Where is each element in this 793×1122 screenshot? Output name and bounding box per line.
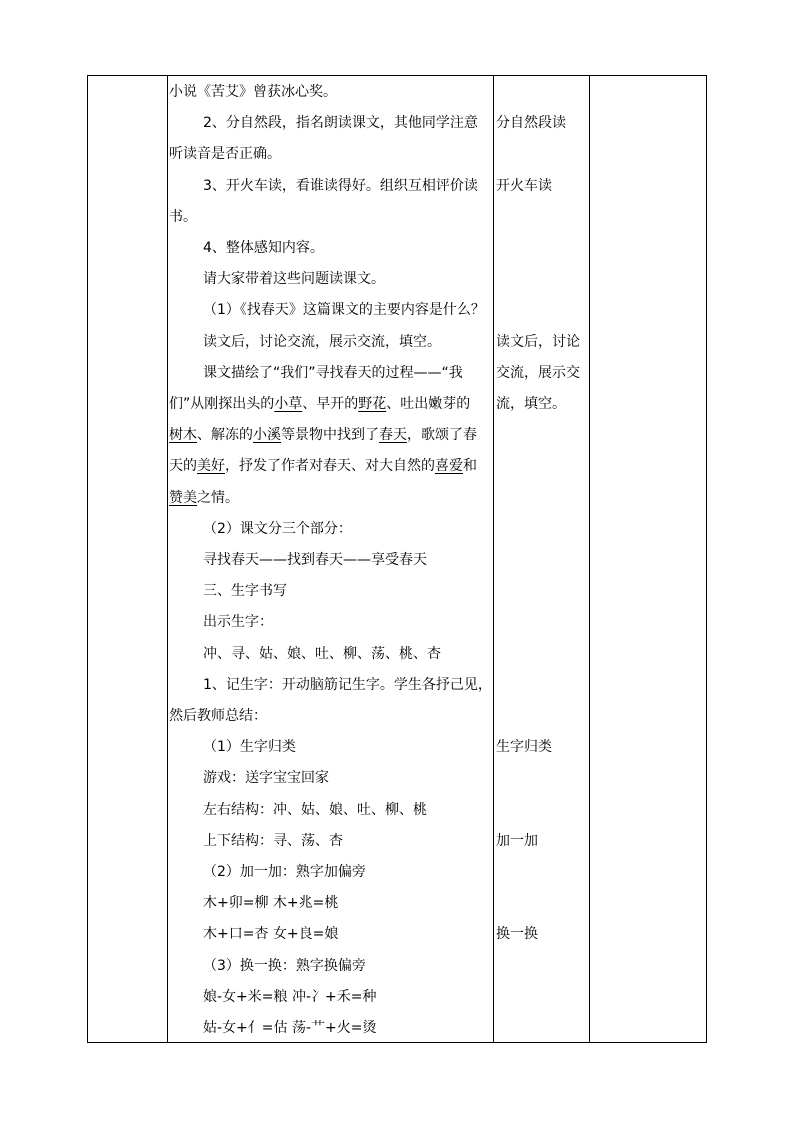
text-run: 冲、寻、姑、娘、吐、柳、荡、桃、杏 bbox=[203, 645, 441, 662]
activity-note: 读文后，讨论 bbox=[496, 333, 580, 350]
text-run: 小说《苦艾》曾获冰心奖。 bbox=[169, 84, 337, 100]
content-line bbox=[203, 112, 478, 134]
text-run: 书。 bbox=[169, 208, 197, 225]
activity-note: 生字归类 bbox=[496, 739, 552, 756]
underlined-keyword: 美好 bbox=[197, 458, 225, 475]
content-line bbox=[203, 299, 485, 321]
underlined-keyword: 小草 bbox=[274, 396, 303, 412]
text-run: （1）《找春天》这篇课文的主要内容是什么？ bbox=[203, 302, 485, 319]
content-line bbox=[169, 143, 281, 165]
text-run: （2）课文分三个部分： bbox=[203, 520, 352, 537]
text-run: 上下结构：寻、荡、杏 bbox=[203, 832, 343, 849]
underlined-keyword: 小溪 bbox=[253, 427, 281, 444]
column-divider bbox=[167, 76, 168, 1042]
underlined-keyword: 野花 bbox=[358, 396, 387, 412]
text-run: 游戏：送字宝宝回家 bbox=[203, 770, 329, 787]
content-line bbox=[203, 331, 441, 353]
text-run: 2、分自然段，指名朗读课文，其他同学注意 bbox=[203, 115, 478, 132]
text-run: 请大家带着这些问题读课文。 bbox=[203, 271, 385, 288]
text-run: 、早开的 bbox=[302, 396, 359, 412]
text-run: 然后教师总结： bbox=[169, 708, 267, 724]
content-line bbox=[203, 736, 296, 758]
text-run: 天的 bbox=[169, 458, 197, 475]
text-run: （1）生字归类 bbox=[203, 739, 296, 756]
activity-note: 加一加 bbox=[496, 832, 538, 849]
content-line bbox=[203, 955, 366, 977]
content-line bbox=[203, 830, 343, 852]
content-line bbox=[169, 455, 477, 477]
content-line bbox=[203, 1017, 376, 1039]
text-run: ，抒发了作者对春天、对大自然的 bbox=[225, 458, 435, 475]
content-line bbox=[169, 487, 239, 509]
content-line bbox=[203, 611, 273, 633]
text-run: ，歌颂了春 bbox=[407, 427, 477, 444]
content-line bbox=[169, 393, 470, 415]
column-divider bbox=[493, 76, 494, 1042]
content-line bbox=[203, 362, 463, 384]
content-line bbox=[203, 643, 441, 665]
text-run: 左右结构：冲、姑、娘、吐、柳、桃 bbox=[203, 801, 427, 818]
content-line bbox=[169, 424, 477, 446]
text-run: 等景物中找到了 bbox=[281, 427, 379, 444]
underlined-keyword: 春天 bbox=[379, 427, 407, 444]
lesson-plan-table bbox=[87, 75, 707, 1043]
activity-note: 流，填空。 bbox=[496, 396, 566, 412]
content-line bbox=[203, 767, 329, 789]
underlined-keyword: 喜爱 bbox=[435, 458, 463, 475]
text-run: （2）加一加：熟字加偏旁 bbox=[203, 864, 366, 880]
text-run: 木+卯=柳 木+兆=桃 bbox=[203, 895, 339, 912]
text-run: 们”从刚探出头的 bbox=[169, 396, 275, 412]
content-line bbox=[203, 799, 427, 821]
content-line bbox=[169, 81, 337, 103]
content-line bbox=[203, 674, 492, 696]
text-run: 听读音是否正确。 bbox=[169, 146, 281, 163]
activity-note: 换一换 bbox=[496, 926, 538, 943]
text-run: 寻找春天——找到春天——享受春天 bbox=[203, 552, 427, 568]
text-run: 三、生字书写 bbox=[203, 583, 287, 600]
content-line bbox=[203, 268, 385, 290]
content-line bbox=[203, 549, 427, 571]
content-line bbox=[169, 206, 197, 228]
activity-note: 交流，展示交 bbox=[496, 364, 580, 381]
text-run: 娘-女+米=粮 冲-冫+禾=种 bbox=[203, 988, 377, 1005]
content-line bbox=[203, 518, 352, 540]
content-line bbox=[169, 705, 267, 727]
content-line bbox=[203, 580, 287, 602]
text-run: 木+口=杏 女+良=娘 bbox=[203, 926, 339, 943]
content-line bbox=[203, 986, 376, 1008]
content-line bbox=[203, 861, 366, 883]
activity-note: 分自然段读 bbox=[496, 115, 566, 132]
text-run: 出示生字： bbox=[203, 614, 273, 631]
text-run: 1、记生字：开动脑筋记生字。学生各抒己见， bbox=[203, 676, 492, 693]
underlined-keyword: 树木 bbox=[169, 427, 197, 444]
text-run: 、解冻的 bbox=[197, 427, 253, 444]
content-line bbox=[203, 175, 478, 197]
content-line bbox=[203, 237, 324, 259]
text-run: 4、整体感知内容。 bbox=[203, 240, 324, 256]
text-run: （3）换一换：熟字换偏旁 bbox=[203, 957, 366, 974]
text-run: 读文后，讨论交流，展示交流，填空。 bbox=[203, 333, 441, 350]
text-run: 姑-女+亻=估 荡-艹+火=烫 bbox=[203, 1020, 377, 1036]
activity-note: 开火车读 bbox=[496, 177, 552, 194]
text-run: 之情。 bbox=[197, 489, 239, 506]
content-line bbox=[203, 892, 338, 914]
text-run: 3、开火车读，看谁读得好。组织互相评价读 bbox=[203, 177, 478, 194]
text-run: 和 bbox=[463, 458, 477, 475]
underlined-keyword: 赞美 bbox=[169, 489, 197, 506]
content-line bbox=[203, 923, 338, 945]
text-run: 课文描绘了“我们”寻找春天的过程——“我 bbox=[203, 364, 463, 381]
text-run: 、吐出嫩芽的 bbox=[386, 396, 471, 412]
column-divider bbox=[589, 76, 590, 1042]
